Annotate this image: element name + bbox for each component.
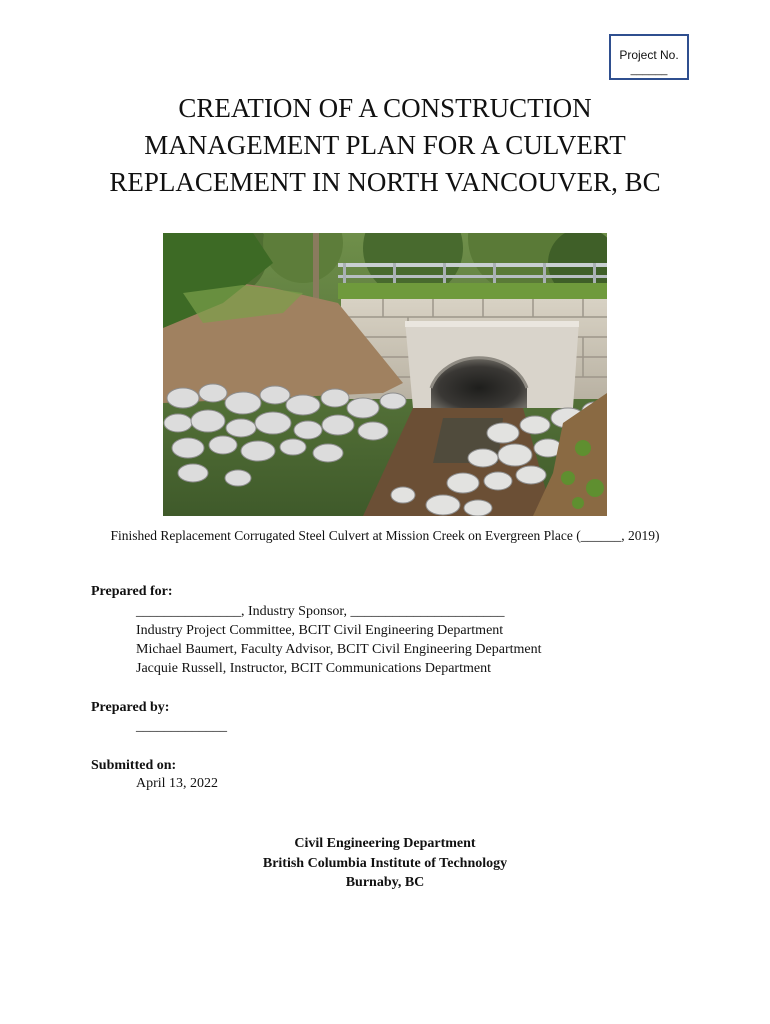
prepared-by-label: Prepared by: [91,700,170,715]
institution-location: Burnaby, BC [345,875,425,890]
prepared-for-label: Prepared for: [91,584,173,599]
institution-block [0,834,770,893]
department-name: Civil Engineering Department [294,836,476,851]
submitted-on-label: Submitted on: [91,758,177,773]
title-line-1: CREATION OF A CONSTRUCTION [178,93,592,123]
title-line-2: MANAGEMENT PLAN FOR A CULVERT [144,130,626,160]
document-title [70,90,700,201]
institution-name: British Columbia Institute of Technology [262,855,508,871]
project-number-box [609,34,689,80]
culvert-photo [163,233,607,516]
title-line-3: REPLACEMENT IN NORTH VANCOUVER, BC [109,167,661,197]
prepared-for-line: _______________, Industry Sponsor, ______________________ [136,604,505,619]
submitted-on-date: April 13, 2022 [136,776,219,791]
project-number-value: ______ [630,64,668,76]
prepared-for-line: Jacquie Russell, Instructor, BCIT Communications Department [136,661,491,676]
prepared-for-line: Industry Project Committee, BCIT Civil Engineering Department [136,623,504,638]
photo-caption: Finished Replacement Corrugated Steel Culvert at Mission Creek on Evergreen Place (______, 2019) [110,528,660,543]
prepared-for-line: Michael Baumert, Faculty Advisor, BCIT Civil Engineering Department [136,642,542,657]
prepared-by-value: _____________ [136,719,227,734]
project-number-label: Project No. [619,48,679,62]
